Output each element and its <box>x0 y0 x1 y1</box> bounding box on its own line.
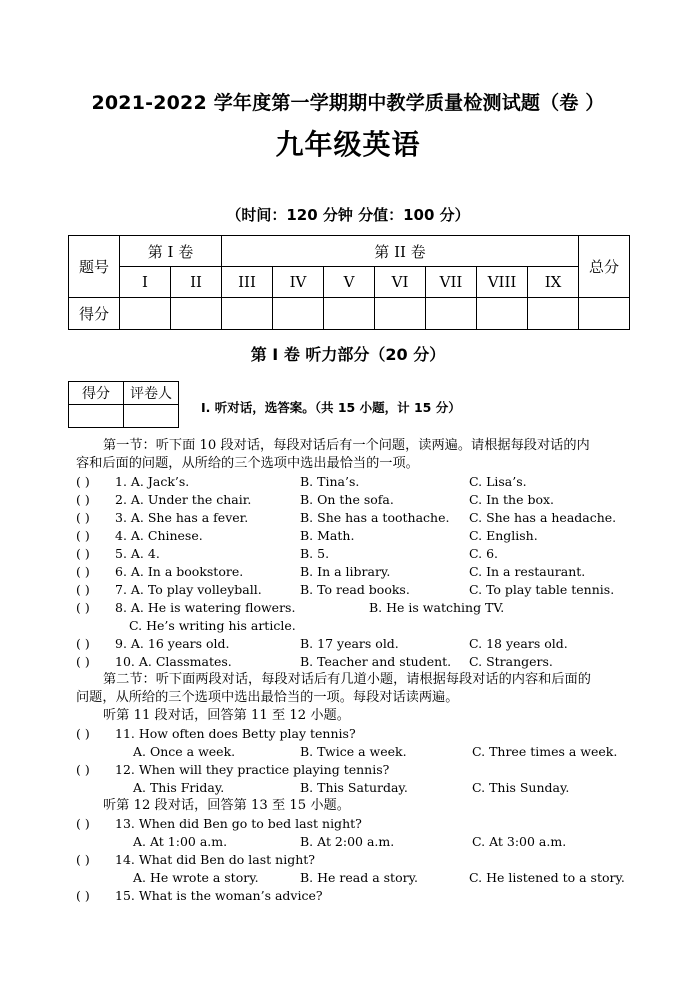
score-table-numeral: IX <box>528 267 579 298</box>
sec1-instruction-line2: 容和后面的问题，从所给的三个选项中选出最恰当的一项。 <box>76 456 419 471</box>
answer-blank[interactable]: ( ) <box>76 816 90 831</box>
option-a: 8. A. He is watering flowers. <box>115 600 296 615</box>
score-cell[interactable] <box>171 298 222 330</box>
score-table-label-tihao: 题号 <box>69 236 120 298</box>
grader-score-cell[interactable] <box>69 405 124 428</box>
score-table-numeral: VIII <box>477 267 528 298</box>
exam-subtitle: 九年级英语 <box>275 128 421 161</box>
option-b: B. He read a story. <box>300 870 418 885</box>
answer-blank[interactable]: ( ) <box>76 582 90 597</box>
answer-blank[interactable]: ( ) <box>76 564 90 579</box>
question-stem: 13. When did Ben go to bed last night? <box>115 816 362 831</box>
score-table-label-juan1: 第 I 卷 <box>120 236 222 267</box>
score-table-numeral: V <box>324 267 375 298</box>
answer-blank[interactable]: ( ) <box>76 888 90 903</box>
question-stem: 15. What is the woman’s advice? <box>115 888 323 903</box>
dialog12-instruction: 听第 12 段对话，回答第 13 至 15 小题。 <box>103 798 350 813</box>
score-table-numeral: III <box>222 267 273 298</box>
option-a: 4. A. Chinese. <box>115 528 203 543</box>
option-b: B. Twice a week. <box>300 744 407 759</box>
option-a: 10. A. Classmates. <box>115 654 232 669</box>
score-cell[interactable] <box>273 298 324 330</box>
part1-heading: I. 听对话，选答案。（共 15 小题，计 15 分） <box>201 400 461 415</box>
option-a: 6. A. In a bookstore. <box>115 564 244 579</box>
option-a: 2. A. Under the chair. <box>115 492 252 507</box>
score-cell[interactable] <box>375 298 426 330</box>
score-table-numeral: VII <box>426 267 477 298</box>
grader-box <box>68 381 179 428</box>
option-b: B. 17 years old. <box>300 636 399 651</box>
answer-blank[interactable]: ( ) <box>76 546 90 561</box>
sec1-instruction-line1: 第一节：听下面 10 段对话，每段对话后有一个问题，读两遍。请根据每段对话的内 <box>103 438 590 453</box>
option-a: A. He wrote a story. <box>133 870 259 885</box>
option-a: A. At 1:00 a.m. <box>133 834 228 849</box>
option-a: 1. A. Jack’s. <box>115 474 190 489</box>
option-c: C. He’s writing his article. <box>129 618 296 633</box>
option-c: C. Strangers. <box>469 654 553 669</box>
answer-blank[interactable]: ( ) <box>76 636 90 651</box>
option-c: C. She has a headache. <box>469 510 617 525</box>
answer-blank[interactable]: ( ) <box>76 654 90 669</box>
option-a: A. Once a week. <box>133 744 236 759</box>
exam-title: 2021-2022 学年度第一学期期中教学质量检测试题（卷 ） <box>91 92 605 114</box>
option-a: A. This Friday. <box>133 780 225 795</box>
option-a: 3. A. She has a fever. <box>115 510 249 525</box>
time-score-line: （时间：120 分钟 分值：100 分） <box>226 206 470 224</box>
section-title: 第 I 卷 听力部分（20 分） <box>250 345 446 364</box>
option-a: 5. A. 4. <box>115 546 160 561</box>
answer-blank[interactable]: ( ) <box>76 474 90 489</box>
score-table-numeral: VI <box>375 267 426 298</box>
option-b: B. She has a toothache. <box>300 510 450 525</box>
grader-label-defen: 得分 <box>69 382 124 405</box>
answer-blank[interactable]: ( ) <box>76 762 90 777</box>
answer-blank[interactable]: ( ) <box>76 852 90 867</box>
option-b: B. To read books. <box>300 582 410 597</box>
answer-blank[interactable]: ( ) <box>76 600 90 615</box>
option-c: C. Lisa’s. <box>469 474 527 489</box>
score-table <box>68 235 630 330</box>
sec2-instruction-line2: 问题，从所给的三个选项中选出最恰当的一项。每段对话读两遍。 <box>76 690 459 705</box>
option-c: C. Three times a week. <box>472 744 618 759</box>
score-table-label-zongfen: 总分 <box>579 236 630 298</box>
option-b: B. He is watching TV. <box>369 600 505 615</box>
answer-blank[interactable]: ( ) <box>76 492 90 507</box>
answer-blank[interactable]: ( ) <box>76 528 90 543</box>
option-c: C. In a restaurant. <box>469 564 586 579</box>
dialog11-instruction: 听第 11 段对话，回答第 11 至 12 小题。 <box>103 708 350 723</box>
score-cell[interactable] <box>324 298 375 330</box>
option-b: B. On the sofa. <box>300 492 394 507</box>
grader-name-cell[interactable] <box>124 405 179 428</box>
option-c: C. To play table tennis. <box>469 582 615 597</box>
option-c: C. In the box. <box>469 492 555 507</box>
grader-label-pingjuanren: 评卷人 <box>124 382 179 405</box>
question-stem: 11. How often does Betty play tennis? <box>115 726 356 741</box>
option-a: 9. A. 16 years old. <box>115 636 230 651</box>
score-cell[interactable] <box>120 298 171 330</box>
answer-blank[interactable]: ( ) <box>76 510 90 525</box>
answer-blank[interactable]: ( ) <box>76 726 90 741</box>
option-c: C. This Sunday. <box>472 780 570 795</box>
question-stem: 12. When will they practice playing tennis? <box>115 762 390 777</box>
sec2-instruction-line1: 第二节：听下面两段对话，每段对话后有几道小题，请根据每段对话的内容和后面的 <box>103 672 591 687</box>
option-c: C. He listened to a story. <box>469 870 625 885</box>
option-b: B. Tina’s. <box>300 474 360 489</box>
option-c: C. English. <box>469 528 538 543</box>
score-table-numeral: IV <box>273 267 324 298</box>
option-b: B. In a library. <box>300 564 391 579</box>
score-table-label-defen: 得分 <box>69 298 120 330</box>
score-cell-total[interactable] <box>579 298 630 330</box>
score-cell[interactable] <box>477 298 528 330</box>
option-c: C. At 3:00 a.m. <box>472 834 567 849</box>
score-cell[interactable] <box>426 298 477 330</box>
score-table-label-juan2: 第 II 卷 <box>222 236 579 267</box>
score-cell[interactable] <box>528 298 579 330</box>
option-c: C. 18 years old. <box>469 636 568 651</box>
score-table-numeral: II <box>171 267 222 298</box>
option-b: B. At 2:00 a.m. <box>300 834 395 849</box>
score-table-numeral: I <box>120 267 171 298</box>
score-cell[interactable] <box>222 298 273 330</box>
option-a: 7. A. To play volleyball. <box>115 582 262 597</box>
option-c: C. 6. <box>469 546 498 561</box>
option-b: B. Math. <box>300 528 355 543</box>
option-b: B. This Saturday. <box>300 780 408 795</box>
question-stem: 14. What did Ben do last night? <box>115 852 315 867</box>
option-b: B. 5. <box>300 546 330 561</box>
option-b: B. Teacher and student. <box>300 654 452 669</box>
